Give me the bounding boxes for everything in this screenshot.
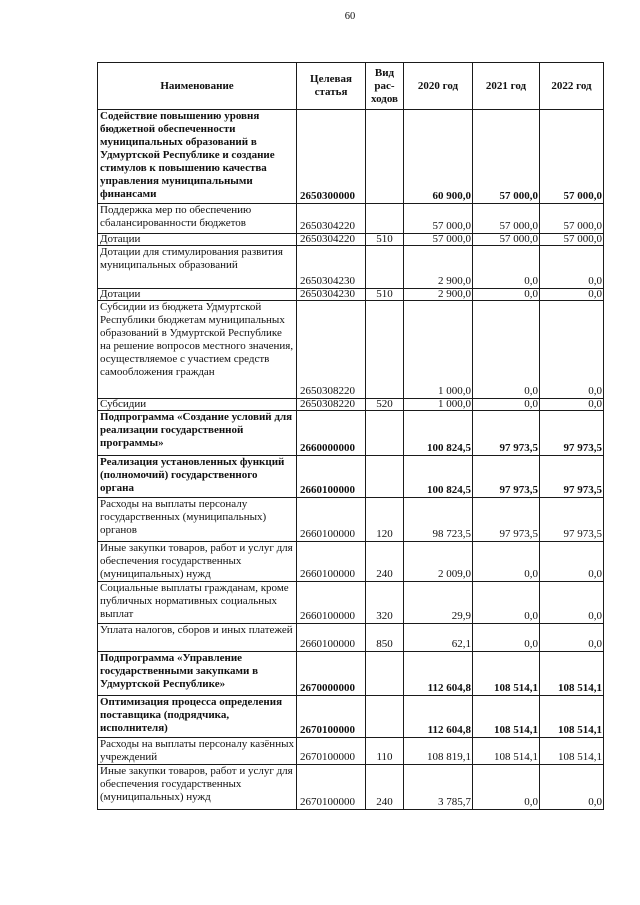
row-expense-type [366, 246, 404, 289]
row-amount-2021: 0,0 [473, 542, 540, 582]
row-expense-type: 850 [366, 624, 404, 652]
row-target-article: 2650308220 [297, 399, 366, 411]
row-amount-2021: 0,0 [473, 765, 540, 810]
row-amount-2021: 108 514,1 [473, 738, 540, 765]
row-amount-2022: 97 973,5 [540, 411, 604, 456]
table-row [98, 301, 604, 399]
table-body [98, 110, 604, 810]
row-amount-2022: 97 973,5 [540, 498, 604, 542]
row-name: Реализация установленных функций (полномочий) государственного органа [98, 456, 297, 498]
row-expense-type: 520 [366, 399, 404, 411]
row-name: Субсидии [98, 399, 297, 411]
table-row [98, 498, 604, 542]
row-target-article: 2660100000 [297, 624, 366, 652]
row-expense-type [366, 456, 404, 498]
table-row [98, 652, 604, 696]
row-amount-2020: 2 900,0 [404, 289, 473, 301]
row-amount-2020: 57 000,0 [404, 204, 473, 234]
row-amount-2022: 108 514,1 [540, 696, 604, 738]
row-amount-2020: 112 604,8 [404, 696, 473, 738]
row-expense-type: 510 [366, 289, 404, 301]
row-amount-2020: 98 723,5 [404, 498, 473, 542]
table-row [98, 234, 604, 246]
row-expense-type [366, 696, 404, 738]
table-row [98, 204, 604, 234]
row-amount-2022: 57 000,0 [540, 204, 604, 234]
header-2021: 2021 год [473, 63, 540, 110]
row-expense-type: 120 [366, 498, 404, 542]
table-row [98, 289, 604, 301]
row-amount-2020: 3 785,7 [404, 765, 473, 810]
table-row [98, 411, 604, 456]
row-amount-2022: 57 000,0 [540, 110, 604, 204]
row-amount-2020: 100 824,5 [404, 456, 473, 498]
row-name: Содействие повышению уровня бюджетной обеспеченности муниципальных образований в Удмуртской Республике и создание стимулов к повышению качества управления муниципальными финансами [98, 110, 297, 204]
table-row [98, 399, 604, 411]
row-amount-2021: 0,0 [473, 624, 540, 652]
row-amount-2022: 108 514,1 [540, 652, 604, 696]
header-row [98, 63, 604, 110]
row-name: Иные закупки товаров, работ и услуг для обеспечения государственных (муниципальных) нужд [98, 765, 297, 810]
row-expense-type [366, 652, 404, 696]
row-amount-2020: 112 604,8 [404, 652, 473, 696]
row-amount-2020: 108 819,1 [404, 738, 473, 765]
row-target-article: 2650304220 [297, 234, 366, 246]
row-amount-2020: 2 009,0 [404, 542, 473, 582]
row-name: Расходы на выплаты персоналу государственных (муниципальных) органов [98, 498, 297, 542]
table-header [98, 63, 604, 110]
row-name: Дотации [98, 234, 297, 246]
row-expense-type [366, 411, 404, 456]
table-row [98, 696, 604, 738]
row-name: Социальные выплаты гражданам, кроме публичных нормативных социальных выплат [98, 582, 297, 624]
row-amount-2022: 57 000,0 [540, 234, 604, 246]
row-amount-2021: 57 000,0 [473, 204, 540, 234]
header-name: Наименование [98, 63, 297, 110]
row-amount-2020: 62,1 [404, 624, 473, 652]
row-amount-2022: 0,0 [540, 765, 604, 810]
row-amount-2022: 0,0 [540, 582, 604, 624]
row-amount-2020: 29,9 [404, 582, 473, 624]
row-target-article: 2660100000 [297, 542, 366, 582]
row-target-article: 2660100000 [297, 582, 366, 624]
row-name: Дотации для стимулирования развития муниципальных образований [98, 246, 297, 289]
row-amount-2022: 0,0 [540, 289, 604, 301]
row-target-article: 2670100000 [297, 738, 366, 765]
row-target-article: 2670100000 [297, 696, 366, 738]
row-name: Подпрограмма «Создание условий для реализации государственной программы» [98, 411, 297, 456]
row-amount-2021: 0,0 [473, 289, 540, 301]
row-amount-2022: 0,0 [540, 246, 604, 289]
row-target-article: 2660000000 [297, 411, 366, 456]
row-amount-2022: 97 973,5 [540, 456, 604, 498]
header-expense-type: Вид рас-ходов [366, 63, 404, 110]
row-amount-2021: 108 514,1 [473, 696, 540, 738]
row-expense-type: 110 [366, 738, 404, 765]
row-amount-2020: 2 900,0 [404, 246, 473, 289]
header-2022: 2022 год [540, 63, 604, 110]
row-name: Субсидии из бюджета Удмуртской Республики бюджетам муниципальных образований в Удмуртской Республике на решение вопросов местного значения, осуществляемое с участием средств самообложения граждан [98, 301, 297, 399]
row-amount-2021: 57 000,0 [473, 234, 540, 246]
table-row [98, 542, 604, 582]
row-amount-2021: 97 973,5 [473, 456, 540, 498]
row-amount-2021: 0,0 [473, 246, 540, 289]
row-amount-2021: 108 514,1 [473, 652, 540, 696]
table-row [98, 110, 604, 204]
row-target-article: 2650304230 [297, 246, 366, 289]
row-expense-type: 510 [366, 234, 404, 246]
row-expense-type [366, 301, 404, 399]
row-amount-2022: 0,0 [540, 399, 604, 411]
row-name: Подпрограмма «Управление государственными закупками в Удмуртской Республике» [98, 652, 297, 696]
header-target-article: Целевая статья [297, 63, 366, 110]
table-row [98, 456, 604, 498]
row-expense-type [366, 110, 404, 204]
row-amount-2020: 57 000,0 [404, 234, 473, 246]
row-target-article: 2670000000 [297, 652, 366, 696]
table-row [98, 738, 604, 765]
row-amount-2022: 108 514,1 [540, 738, 604, 765]
row-expense-type: 320 [366, 582, 404, 624]
budget-table [97, 62, 604, 810]
row-expense-type: 240 [366, 542, 404, 582]
row-amount-2022: 0,0 [540, 301, 604, 399]
row-amount-2020: 1 000,0 [404, 301, 473, 399]
row-expense-type [366, 204, 404, 234]
table-row [98, 624, 604, 652]
row-amount-2021: 97 973,5 [473, 498, 540, 542]
row-target-article: 2660100000 [297, 456, 366, 498]
row-expense-type: 240 [366, 765, 404, 810]
row-name: Оптимизация процесса определения поставщика (подрядчика, исполнителя) [98, 696, 297, 738]
header-2020: 2020 год [404, 63, 473, 110]
row-name: Уплата налогов, сборов и иных платежей [98, 624, 297, 652]
row-amount-2020: 60 900,0 [404, 110, 473, 204]
table-row [98, 246, 604, 289]
row-name: Расходы на выплаты персоналу казённых учреждений [98, 738, 297, 765]
page-number: 60 [344, 11, 356, 22]
row-amount-2020: 1 000,0 [404, 399, 473, 411]
row-name: Поддержка мер по обеспечению сбалансированности бюджетов [98, 204, 297, 234]
row-target-article: 2650308220 [297, 301, 366, 399]
row-amount-2021: 0,0 [473, 582, 540, 624]
row-amount-2020: 100 824,5 [404, 411, 473, 456]
row-amount-2022: 0,0 [540, 542, 604, 582]
table-row [98, 582, 604, 624]
row-amount-2021: 0,0 [473, 399, 540, 411]
row-target-article: 2670100000 [297, 765, 366, 810]
row-target-article: 2650304230 [297, 289, 366, 301]
row-amount-2021: 57 000,0 [473, 110, 540, 204]
row-amount-2021: 0,0 [473, 301, 540, 399]
row-amount-2022: 0,0 [540, 624, 604, 652]
row-name: Иные закупки товаров, работ и услуг для обеспечения государственных (муниципальных) нужд [98, 542, 297, 582]
row-name: Дотации [98, 289, 297, 301]
row-target-article: 2650304220 [297, 204, 366, 234]
row-amount-2021: 97 973,5 [473, 411, 540, 456]
row-target-article: 2660100000 [297, 498, 366, 542]
row-target-article: 2650300000 [297, 110, 366, 204]
table-row [98, 765, 604, 810]
